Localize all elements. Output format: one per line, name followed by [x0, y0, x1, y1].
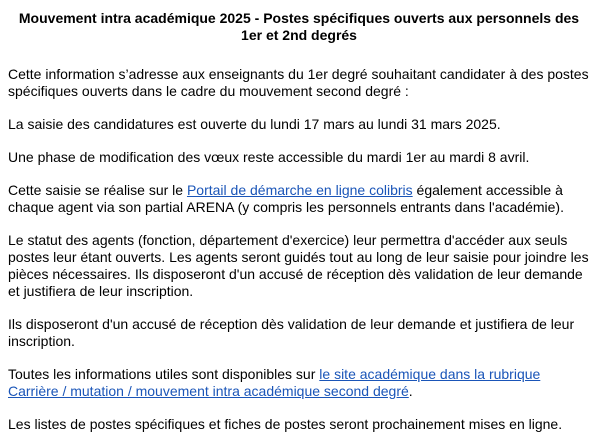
academic-site-paragraph: [8, 366, 590, 400]
colibris-portal-link[interactable]: Portail de démarche en ligne colibris: [186, 182, 413, 198]
colibris-text-before: Cette saisie se réalise sur le: [8, 182, 187, 198]
upcoming-lists-paragraph: Les listes de postes spécifiques et fiches de postes seront prochainement mises en ligne.: [8, 416, 563, 432]
intro-paragraph: Cette information s’adresse aux enseignants du 1er degré souhaitant candidater à des postes spécifiques ouverts dans le cadre du mouvement second degré :: [8, 66, 589, 99]
academic-site-text-after: .: [408, 383, 413, 399]
receipt-paragraph: Ils disposeront d'un accusé de réception dès validation de leur demande et justifiera de leur inscription.: [8, 316, 575, 349]
academic-site-text-before: Toutes les informations utiles sont disponibles sur: [8, 366, 320, 382]
colibris-text-after: également accessible à chaque agent via son partial ARENA (y compris les personnels entrants dans l'académie).: [8, 182, 564, 215]
page-title: Mouvement intra académique 2025 - Postes spécifiques ouverts aux personnels des 1er et 2nd degrés: [18, 10, 580, 43]
colibris-portal-paragraph: [8, 182, 590, 216]
academic-site-link[interactable]: le site académique dans la rubrique Carrière / mutation / mouvement intra académique second degré: [8, 366, 541, 399]
application-dates-paragraph: La saisie des candidatures est ouverte du lundi 17 mars au lundi 31 mars 2025.: [8, 116, 501, 132]
modification-phase-paragraph: Une phase de modification des vœux reste accessible du mardi 1er au mardi 8 avril.: [8, 149, 530, 165]
agent-status-paragraph: Le statut des agents (fonction, département d'exercice) leur permettra d'accéder aux seuls postes leur étant ouverts. Les agents seront guidés tout au long de leur saisie pour joindre les pièces nécessaires. Ils disposeront d'un accusé de réception dès validation de leur demande et justifiera de leur inscription.: [8, 232, 589, 299]
